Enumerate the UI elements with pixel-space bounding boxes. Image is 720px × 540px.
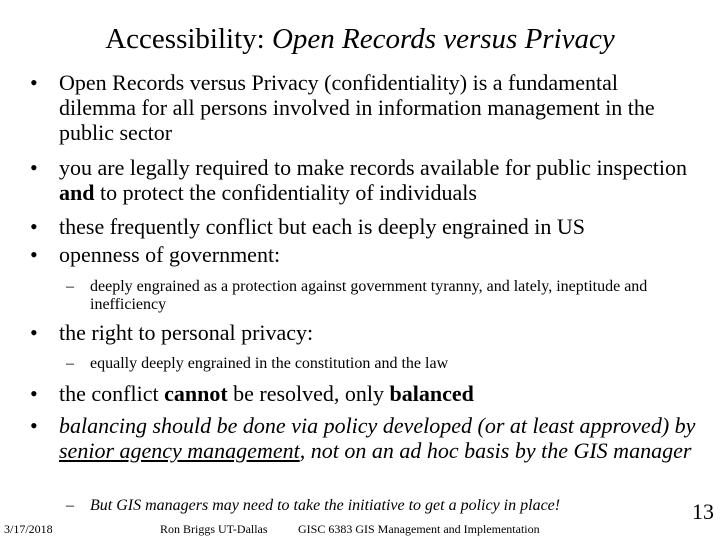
title-normal: Accessibility:	[105, 23, 272, 55]
bullet-item	[30, 155, 700, 205]
bullet-item	[30, 413, 700, 463]
bullet-item	[30, 214, 700, 239]
page-number: 13	[692, 499, 714, 524]
sub-bullet-dash: –	[66, 497, 74, 514]
bold-balanced: balanced	[389, 381, 474, 406]
bullet-dot: •	[30, 381, 38, 406]
bullet-dot: •	[30, 320, 38, 345]
bullet-text: the right to personal privacy:	[59, 320, 314, 345]
slide-title	[0, 22, 720, 56]
bullet-item	[30, 381, 700, 406]
footer-author: Ron Briggs UT-Dallas	[160, 522, 268, 536]
bullet-item	[30, 70, 700, 145]
bullet-text: balancing should be done via policy developed (or at least approved) by senior agency management, not on an ad hoc basis by the GIS manager	[59, 413, 696, 463]
bullet-text: openness of government:	[59, 242, 281, 267]
footer-date: 3/17/2018	[4, 522, 53, 536]
bullet-item	[30, 320, 700, 345]
sub-bullet-dash: –	[66, 355, 74, 372]
bullet-text: you are legally required to make records available for public inspection and to protect the confidentiality of individuals	[59, 155, 687, 205]
underlined-text: senior agency management	[59, 438, 300, 463]
bold-and: and	[59, 180, 95, 205]
bullet-item	[30, 242, 700, 267]
title-italic: Open Records versus Privacy	[271, 23, 615, 55]
sub-bullet-dash: –	[66, 278, 74, 295]
bullet-text: these frequently conflict but each is deeply engrained in US	[59, 214, 585, 239]
sub-bullet-text: equally deeply engrained in the constitution and the law	[90, 355, 449, 372]
bullet-text: Open Records versus Privacy (confidentiality) is a fundamental dilemma for all persons involved in information management in the public sector	[59, 70, 655, 145]
bullet-text: the conflict cannot be resolved, only balanced	[59, 381, 474, 406]
bullet-dot: •	[30, 155, 38, 180]
sub-bullet-item	[66, 497, 678, 515]
sub-bullet-item	[66, 278, 686, 314]
bullet-dot: •	[30, 70, 38, 95]
bullet-dot: •	[30, 214, 38, 239]
sub-bullet-text: But GIS managers may need to take the initiative to get a policy in place!	[90, 497, 561, 514]
sub-bullet-text: deeply engrained as a protection against government tyranny, and lately, ineptitude and inefficiency	[90, 278, 648, 313]
footer-course: GISC 6383 GIS Management and Implementation	[298, 522, 540, 536]
bold-cannot: cannot	[164, 381, 228, 406]
bullet-dot: •	[30, 413, 38, 438]
sub-bullet-item	[66, 355, 686, 373]
bullet-dot: •	[30, 242, 38, 267]
